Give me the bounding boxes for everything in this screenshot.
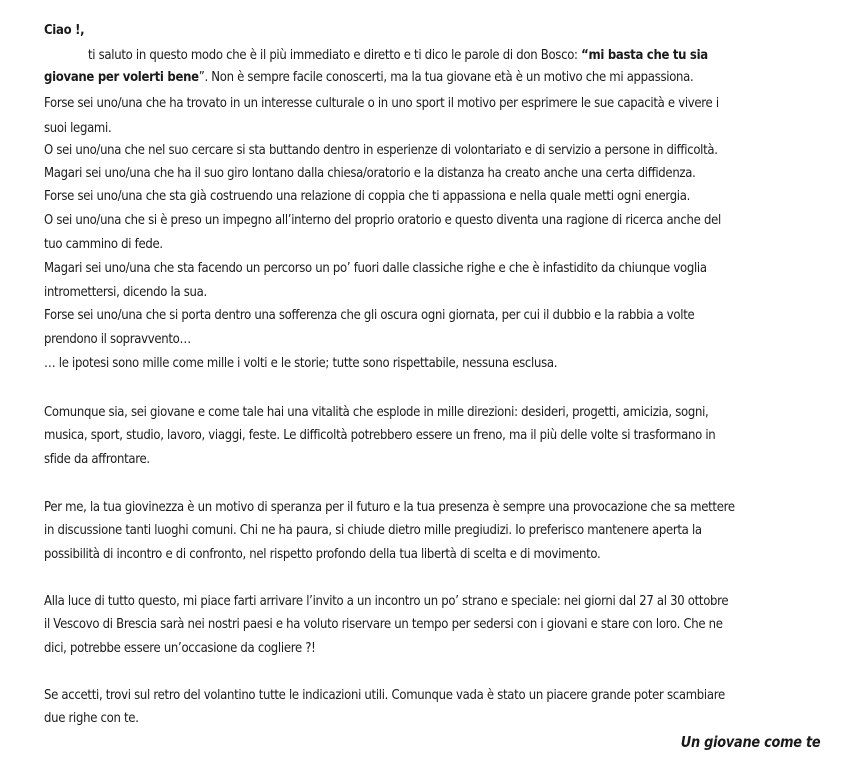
body-line: O sei uno/una che si è preso un impegno all’interno del proprio oratorio e questo diventa una ragione di ricerca anche del xyxy=(44,212,721,228)
paragraph-3-line: Per me, la tua giovinezza è un motivo di speranza per il futuro e la tua presenza è sempre una provocazione che sa mettere xyxy=(44,499,735,515)
paragraph-5-line: Se accetti, trovi sul retro del volantino tutte le indicazioni utili. Comunque vada è stato un piacere grande poter scambiare xyxy=(44,687,725,703)
paragraph-1-text: ti saluto in questo modo che è il più immediato e diretto e ti dico le parole di don Bosco: xyxy=(88,47,582,63)
body-line: Forse sei uno/una che ha trovato in un interesse culturale o in uno sport il motivo per esprimere le sue capacità e vivere i xyxy=(44,95,719,111)
paragraph-1-line-2 xyxy=(44,67,693,87)
paragraph-3-line: possibilità di incontro e di confronto, nel rispetto profondo della tua libertà di scelta e di movimento. xyxy=(44,546,601,562)
body-line: suoi legami. xyxy=(44,120,112,136)
greeting: Ciao !, xyxy=(44,22,85,38)
body-line: intromettersi, dicendo la sua. xyxy=(44,284,207,300)
quote-bold-start: “mi basta che tu sia xyxy=(581,47,708,63)
body-line: prendono il sopravvento… xyxy=(44,331,191,347)
paragraph-4-line: Alla luce di tutto questo, mi piace farti arrivare l’invito a un incontro un po’ strano e speciale: nei giorni dal 27 al 30 ottobre xyxy=(44,593,729,609)
signature: Un giovane come te xyxy=(680,733,820,751)
quote-bold-end: giovane per volerti bene xyxy=(44,69,199,85)
paragraph-5-line: due righe con te. xyxy=(44,710,139,726)
body-line: … le ipotesi sono mille come mille i volti e le storie; tutte sono rispettabile, nessuna esclusa. xyxy=(44,355,558,371)
paragraph-1-line-1 xyxy=(88,45,708,65)
paragraph-3-line: in discussione tanti luoghi comuni. Chi ne ha paura, si chiude dietro mille pregiudizi. Io preferisco mantenere aperta la xyxy=(44,522,702,538)
paragraph-2-line: sfide da affrontare. xyxy=(44,451,150,467)
paragraph-1-text-cont: ”. Non è sempre facile conoscerti, ma la tua giovane età è un motivo che mi appassiona. xyxy=(198,69,694,85)
body-line: Magari sei uno/una che ha il suo giro lontano dalla chiesa/oratorio e la distanza ha creato anche una certa diffidenza. xyxy=(44,165,696,181)
body-line: tuo cammino di fede. xyxy=(44,236,163,252)
paragraph-4-line: dici, potrebbe essere un’occasione da cogliere ?! xyxy=(44,640,316,656)
paragraph-2-line: Comunque sia, sei giovane e come tale hai una vitalità che esplode in mille direzioni: desideri, progetti, amicizia, sogni, xyxy=(44,404,709,420)
paragraph-4-line: il Vescovo di Brescia sarà nei nostri paesi e ha voluto riservare un tempo per sedersi con i giovani e stare con loro. Che ne xyxy=(44,616,723,632)
body-line: Forse sei uno/una che si porta dentro una sofferenza che gli oscura ogni giornata, per cui il dubbio e la rabbia a volte xyxy=(44,307,695,323)
paragraph-2-line: musica, sport, studio, lavoro, viaggi, feste. Le difficoltà potrebbero essere un freno, ma il più delle volte si trasformano in xyxy=(44,427,716,443)
body-line: Magari sei uno/una che sta facendo un percorso un po’ fuori dalle classiche righe e che è infastidito da chiunque voglia xyxy=(44,260,707,276)
body-line: Forse sei uno/una che sta già costruendo una relazione di coppia che ti appassiona e nella quale metti ogni energia. xyxy=(44,188,691,204)
body-line: O sei uno/una che nel suo cercare si sta buttando dentro in esperienze di volontariato e di servizio a persone in difficoltà. xyxy=(44,142,718,158)
